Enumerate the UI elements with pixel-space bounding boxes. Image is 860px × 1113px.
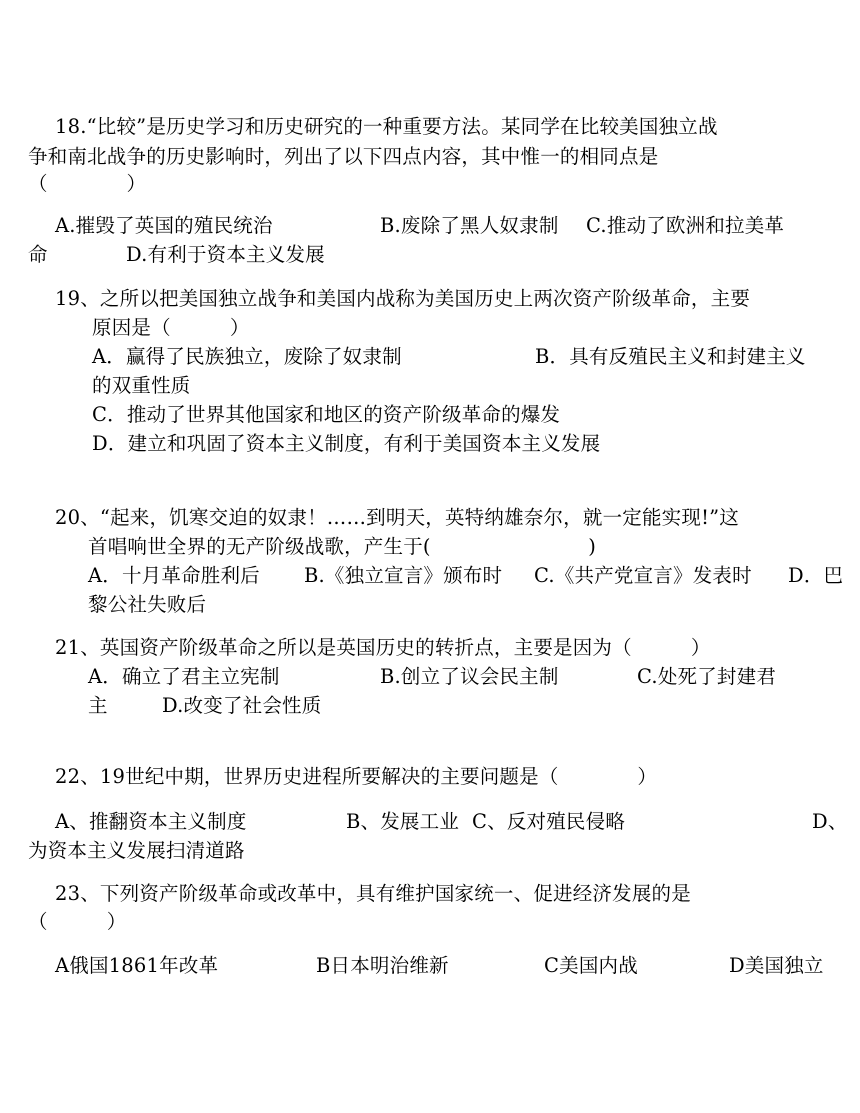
option-b: B．具有反殖民主义和封建主义 bbox=[535, 345, 806, 368]
question-text: 21、英国资产阶级革命之所以是英国历史的转折点，主要是因为（ ） bbox=[55, 636, 711, 659]
option-a: A．赢得了民族独立，废除了奴隶制 bbox=[92, 345, 402, 368]
option-b-continued: 的双重性质 bbox=[92, 374, 191, 397]
option-b: B.废除了黑人奴隶制 bbox=[380, 214, 559, 237]
question-text: 23、下列资产阶级革命或改革中，具有维护国家统一、促进经济发展的是 bbox=[55, 882, 691, 905]
option-d: D.改变了社会性质 bbox=[162, 694, 322, 717]
option-c: C、反对殖民侵略 bbox=[472, 810, 626, 833]
option-d: D．建立和巩固了资本主义制度，有利于美国资本主义发展 bbox=[92, 432, 601, 455]
question-text: 原因是（ ） bbox=[92, 316, 250, 339]
option-c: C.推动了欧洲和拉美革 bbox=[586, 214, 785, 237]
option-a: A.摧毁了英国的殖民统治 bbox=[55, 214, 273, 237]
option-d-continued: 为资本主义发展扫清道路 bbox=[28, 839, 245, 862]
option-c-continued: 命 bbox=[28, 243, 48, 266]
option-b: B.创立了议会民主制 bbox=[380, 665, 559, 688]
option-b: B、发展工业 bbox=[346, 810, 460, 833]
option-d-continued: 黎公社失败后 bbox=[88, 593, 207, 616]
option-b: B.《独立宣言》颁布时 bbox=[304, 564, 503, 587]
question-text: 22、19世纪中期，世界历史进程所要解决的主要问题是（ ） bbox=[55, 765, 658, 788]
question-text: 争和南北战争的历史影响时，列出了以下四点内容，其中惟一的相同点是 bbox=[28, 145, 659, 168]
option-c: C．推动了世界其他国家和地区的资产阶级革命的爆发 bbox=[92, 403, 561, 426]
option-a: A俄国1861年改革 bbox=[55, 954, 219, 977]
option-c-continued: 主 bbox=[88, 694, 108, 717]
answer-blank: （ ） bbox=[28, 172, 147, 195]
option-c: C.《共产党宣言》发表时 bbox=[534, 564, 752, 587]
option-d: D.有利于资本主义发展 bbox=[126, 243, 325, 266]
option-a: A．十月革命胜利后 bbox=[88, 564, 260, 587]
option-c: C.处死了封建君 bbox=[637, 665, 777, 688]
option-b: B日本明治维新 bbox=[316, 954, 449, 977]
option-a: A、推翻资本主义制度 bbox=[55, 810, 247, 833]
option-d: D美国独立 bbox=[729, 954, 824, 977]
question-text: 18.“比较”是历史学习和历史研究的一种重要方法。某同学在比较美国独立战 bbox=[55, 115, 718, 138]
option-d: D．巴 bbox=[788, 564, 844, 587]
option-c: C美国内战 bbox=[544, 954, 638, 977]
question-text: 20、“起来，饥寒交迫的奴隶！……到明天，英特纳雄奈尔，就一定能实现!”这 bbox=[55, 506, 739, 529]
option-d: D、 bbox=[812, 810, 848, 833]
option-a: A．确立了君主立宪制 bbox=[88, 665, 280, 688]
question-text: 首唱响世全界的无产阶级战歌，产生于( ) bbox=[88, 535, 597, 558]
question-text: 19、之所以把美国独立战争和美国内战称为美国历史上两次资产阶级革命，主要 bbox=[55, 287, 751, 310]
answer-blank: （ ） bbox=[28, 910, 127, 933]
